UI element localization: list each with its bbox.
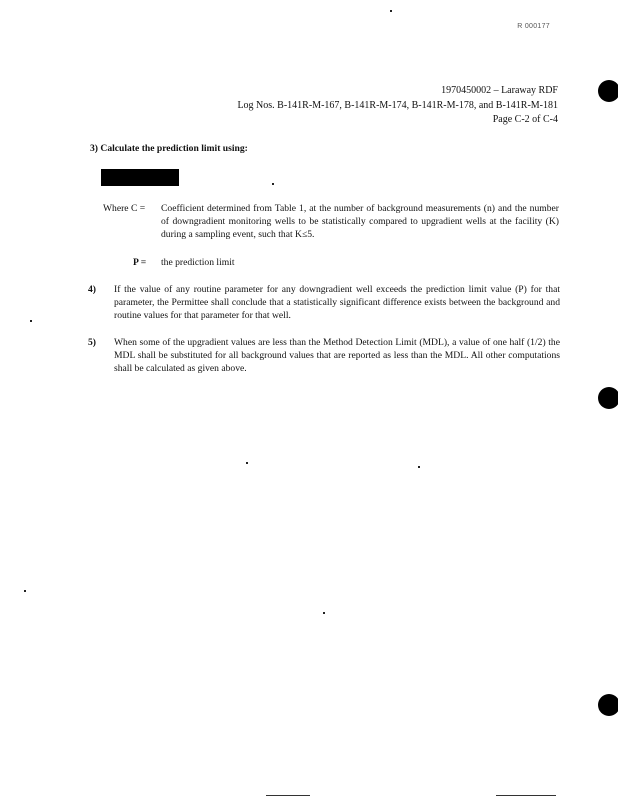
step-3-heading: 3) Calculate the prediction limit using: bbox=[90, 143, 248, 154]
scan-speck bbox=[30, 320, 32, 322]
scan-edge-line bbox=[266, 795, 310, 796]
punch-hole bbox=[598, 80, 618, 102]
scan-speck bbox=[24, 590, 26, 592]
bates-stamp: R 000177 bbox=[517, 23, 550, 30]
p-definition: the prediction limit bbox=[161, 257, 235, 268]
header-page-number: Page C-2 of C-4 bbox=[492, 114, 558, 125]
where-c-definition: Coefficient determined from Table 1, at the number of background measurements (n) and the number of downgradient monitoring wells to be statistically compared to upgradient wells at the facility (K) during a sampling event, such that K≤5. bbox=[161, 203, 559, 241]
scan-speck bbox=[390, 10, 392, 12]
where-c-label: Where C = bbox=[103, 203, 146, 214]
redacted-formula bbox=[101, 169, 179, 186]
item-text: If the value of any routine parameter for any downgradient well exceeds the prediction limit value (P) for that parameter, the Permittee shall conclude that a statistically significant difference exists between the background and routine values for that parameter for that well. bbox=[114, 284, 560, 322]
document-header bbox=[237, 84, 558, 128]
scan-speck bbox=[272, 183, 274, 185]
p-label: P = bbox=[133, 257, 147, 268]
punch-hole bbox=[598, 694, 618, 716]
scan-speck bbox=[418, 466, 420, 468]
scan-speck bbox=[323, 612, 325, 614]
scan-speck bbox=[246, 462, 248, 464]
punch-hole bbox=[598, 387, 618, 409]
item-number: 4) bbox=[88, 284, 96, 295]
header-log-numbers: Log Nos. B-141R-M-167, B-141R-M-174, B-141R-M-178, and B-141R-M-181 bbox=[237, 99, 558, 111]
item-number: 5) bbox=[88, 337, 96, 348]
header-doc-id: 1970450002 – Laraway RDF bbox=[441, 85, 558, 96]
item-text: When some of the upgradient values are less than the Method Detection Limit (MDL), a value of one half (1/2) the MDL shall be substituted for all background values that are reported as less than the MDL. All other computations shall be calculated as given above. bbox=[114, 337, 560, 375]
scan-edge-line bbox=[496, 795, 556, 796]
